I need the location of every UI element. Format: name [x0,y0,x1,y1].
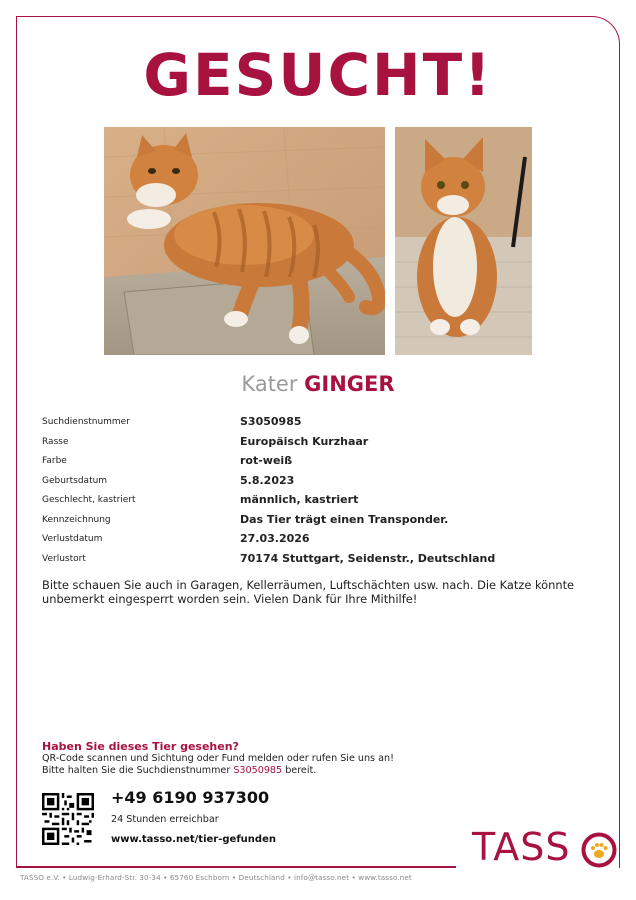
pet-name: GINGER [304,372,395,396]
detail-row-breed [42,434,602,454]
contact-instruction: QR-Code scannen und Sichtung oder Fund melden oder rufen Sie uns an! [42,753,394,764]
detail-value: S3050985 [240,415,302,428]
pet-details-table [42,414,602,570]
contact-block [42,740,442,777]
cat-photo-lying [104,127,385,355]
search-note: Bitte schauen Sie auch in Garagen, Kellerräumen, Luftschächten usw. nach. Die Katze könnte unbemerkt eingesperrt worden sein. Vielen Dank für Ihre Mithilfe! [42,578,575,606]
availability-hours: 24 Stunden erreichbar [111,814,219,825]
detail-label: Kennzeichnung [42,514,111,525]
cat-photo-sitting [395,127,532,355]
paw-logo-icon [580,831,620,871]
detail-value: Das Tier trägt einen Transponder. [240,512,449,526]
keep-ready-prefix: Bitte halten Sie die Suchdienstnummer [42,765,234,776]
detail-row-loss-place [42,551,602,571]
pet-kind: Kater [241,372,298,396]
detail-value: 27.03.2026 [240,532,310,545]
detail-row-loss-date [42,531,602,551]
headline: GESUCHT! [143,41,493,109]
pet-title [0,371,636,397]
detail-label: Geschlecht, kastriert [42,495,136,505]
brand-logo-text: TASS [472,825,571,869]
qr-code-icon[interactable] [42,793,94,845]
detail-row-sex [42,492,602,512]
detail-value: Europäisch Kurzhaar [240,434,369,448]
footer-address: TASSO e.V. • Ludwig-Erhard-Str. 30-34 • 65760 Eschborn • Deutschland • info@tasso.net • www.tasso.net [20,873,412,882]
detail-value: rot-weiß [240,454,293,467]
detail-label: Rasse [42,436,69,447]
detail-value: 5.8.2023 [240,473,295,487]
detail-label: Farbe [42,456,67,466]
detail-label: Geburtsdatum [42,475,108,486]
keep-ready-suffix: bereit. [282,765,317,776]
keep-ready-number: S3050985 [233,765,283,776]
detail-label: Verlustort [42,553,86,564]
detail-value: männlich, kastriert [240,493,359,506]
poster-frame-bottom-line [16,866,456,868]
detail-row-search-number [42,414,602,434]
report-url-link[interactable]: www.tasso.net/tier-gefunden [111,834,276,845]
detail-row-color [42,453,602,473]
contact-question: Haben Sie dieses Tier gesehen? [42,740,239,753]
detail-label: Suchdienstnummer [42,417,130,427]
contact-keep-ready [42,765,442,777]
detail-label: Verlustdatum [42,534,103,544]
detail-value: 70174 Stuttgart, Seidenstr., Deutschland [240,551,496,565]
phone-number[interactable]: +49 6190 937300 [111,788,270,807]
detail-row-birthdate [42,473,602,493]
detail-row-marking [42,512,602,532]
